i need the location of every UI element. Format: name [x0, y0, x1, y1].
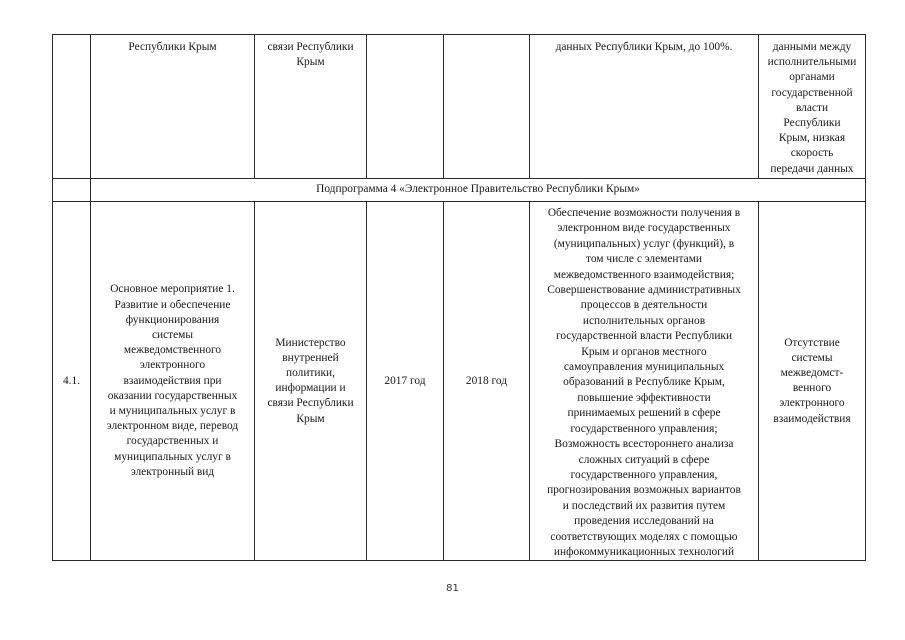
risk-text [761, 336, 863, 427]
expected-result [532, 206, 756, 560]
text-line: органами [789, 71, 835, 84]
text-line: и муниципальных услуг в [109, 404, 236, 417]
measure-name-cell [91, 202, 255, 561]
executor-cell: связи Республики Крым [255, 35, 367, 179]
text-line: (муниципальных) услуг (функций), в [553, 237, 735, 250]
text-line: муниципальных услуг в [114, 450, 231, 463]
text-line: венного [792, 382, 832, 395]
text-line: функционирования [125, 313, 220, 326]
text-line: передачи данных [770, 162, 854, 175]
risk-cell [759, 35, 866, 179]
text-line: электронном виде, перевод [106, 420, 239, 433]
text-line: государственной [771, 86, 853, 99]
text-line: Крым и органов местного [581, 345, 707, 358]
text-line: соответствующих моделях с помощью [550, 530, 738, 543]
page-number: 81 [446, 583, 459, 594]
text-line: Возможность всестороннего анализа [554, 438, 734, 451]
start-year-cell: 2017 год [367, 202, 444, 561]
text-line: взаимодействия при [123, 374, 222, 387]
executor-cell [255, 202, 367, 561]
text-line: сложных ситуаций в сфере [578, 453, 710, 466]
text-line: повышение эффективности [577, 391, 711, 404]
executor-name [257, 336, 364, 427]
text-line: связи Республики [267, 397, 354, 410]
text-line: системы [791, 351, 833, 364]
text-line: скорость [790, 147, 834, 160]
text-line: Министерство [275, 336, 346, 349]
number-cell [53, 35, 91, 179]
measure-name [93, 282, 252, 480]
start-year-cell [367, 35, 444, 179]
text-line: электронного [139, 359, 206, 372]
text-line: системы [151, 328, 194, 341]
text-line: оказании государственных [107, 389, 238, 402]
text-line: Отсутствие [784, 336, 840, 349]
text-line: исполнительных органов [582, 314, 706, 327]
text-line: Совершенствование административных [547, 284, 741, 297]
text-line: электронном виде государственных [557, 222, 731, 235]
text-line: власти [795, 101, 829, 114]
subprogram-row [53, 179, 866, 202]
continuation-row [53, 35, 866, 179]
text-line: данными между [772, 41, 852, 53]
text-line: принимаемых решений в сфере [567, 407, 721, 420]
text-line: и последствий их развития путем [562, 499, 726, 512]
risk-cell [759, 202, 866, 561]
text-line: Обеспечение возможности получения в [547, 207, 741, 219]
text-line: процессов в деятельности [580, 299, 708, 312]
text-line: исполнительными [767, 56, 857, 69]
text-line: межведомственного взаимодействия; [553, 268, 735, 281]
text-line: образований в Республике Крым, [563, 376, 725, 389]
text-line: информации и [275, 382, 346, 395]
text-line: проведения исследований на [574, 515, 714, 528]
end-year-cell [444, 35, 530, 179]
measure-number: 4.1. [53, 202, 91, 561]
end-year-cell: 2018 год [444, 202, 530, 561]
text-line: Крым [296, 412, 325, 425]
text-line: самоуправления муниципальных [563, 361, 725, 374]
subprogram-heading: Подпрограмма 4 «Электронное Правительство Республики Крым» [91, 179, 866, 202]
measure-row [53, 202, 866, 561]
text-line: Крым, низкая [778, 132, 846, 145]
text-line: государственного управления, [570, 468, 718, 481]
text-line: государственных и [126, 435, 219, 448]
text-line: электронный вид [130, 465, 215, 478]
text-line: государственного управления; [570, 422, 718, 435]
text-line: политики, [286, 366, 335, 379]
text-line: межведомственного [123, 344, 222, 357]
text-line: прогнозирования возможных вариантов [547, 484, 741, 497]
text-line: Развитие и обеспечение [114, 298, 231, 311]
text-line: инфокоммуникационных технологий [553, 545, 735, 558]
text-line: межведомст- [780, 366, 844, 379]
text-line: Республики [783, 117, 841, 130]
number-cell [53, 179, 91, 202]
expected-result-cell [530, 202, 759, 561]
text-line: Основное мероприятие 1. [110, 283, 235, 296]
text-line: внутренней [282, 351, 339, 364]
text-line: взаимодействия [773, 412, 851, 425]
measures-table [52, 34, 866, 561]
text-line: том числе с элементами [586, 253, 702, 266]
risk-text [761, 40, 863, 177]
text-line: государственной власти Республики [555, 330, 733, 343]
expected-result-cell: данных Республики Крым, до 100%. [530, 35, 759, 179]
measure-name-cell: Республики Крым [91, 35, 255, 179]
text-line: электронного [779, 397, 845, 410]
